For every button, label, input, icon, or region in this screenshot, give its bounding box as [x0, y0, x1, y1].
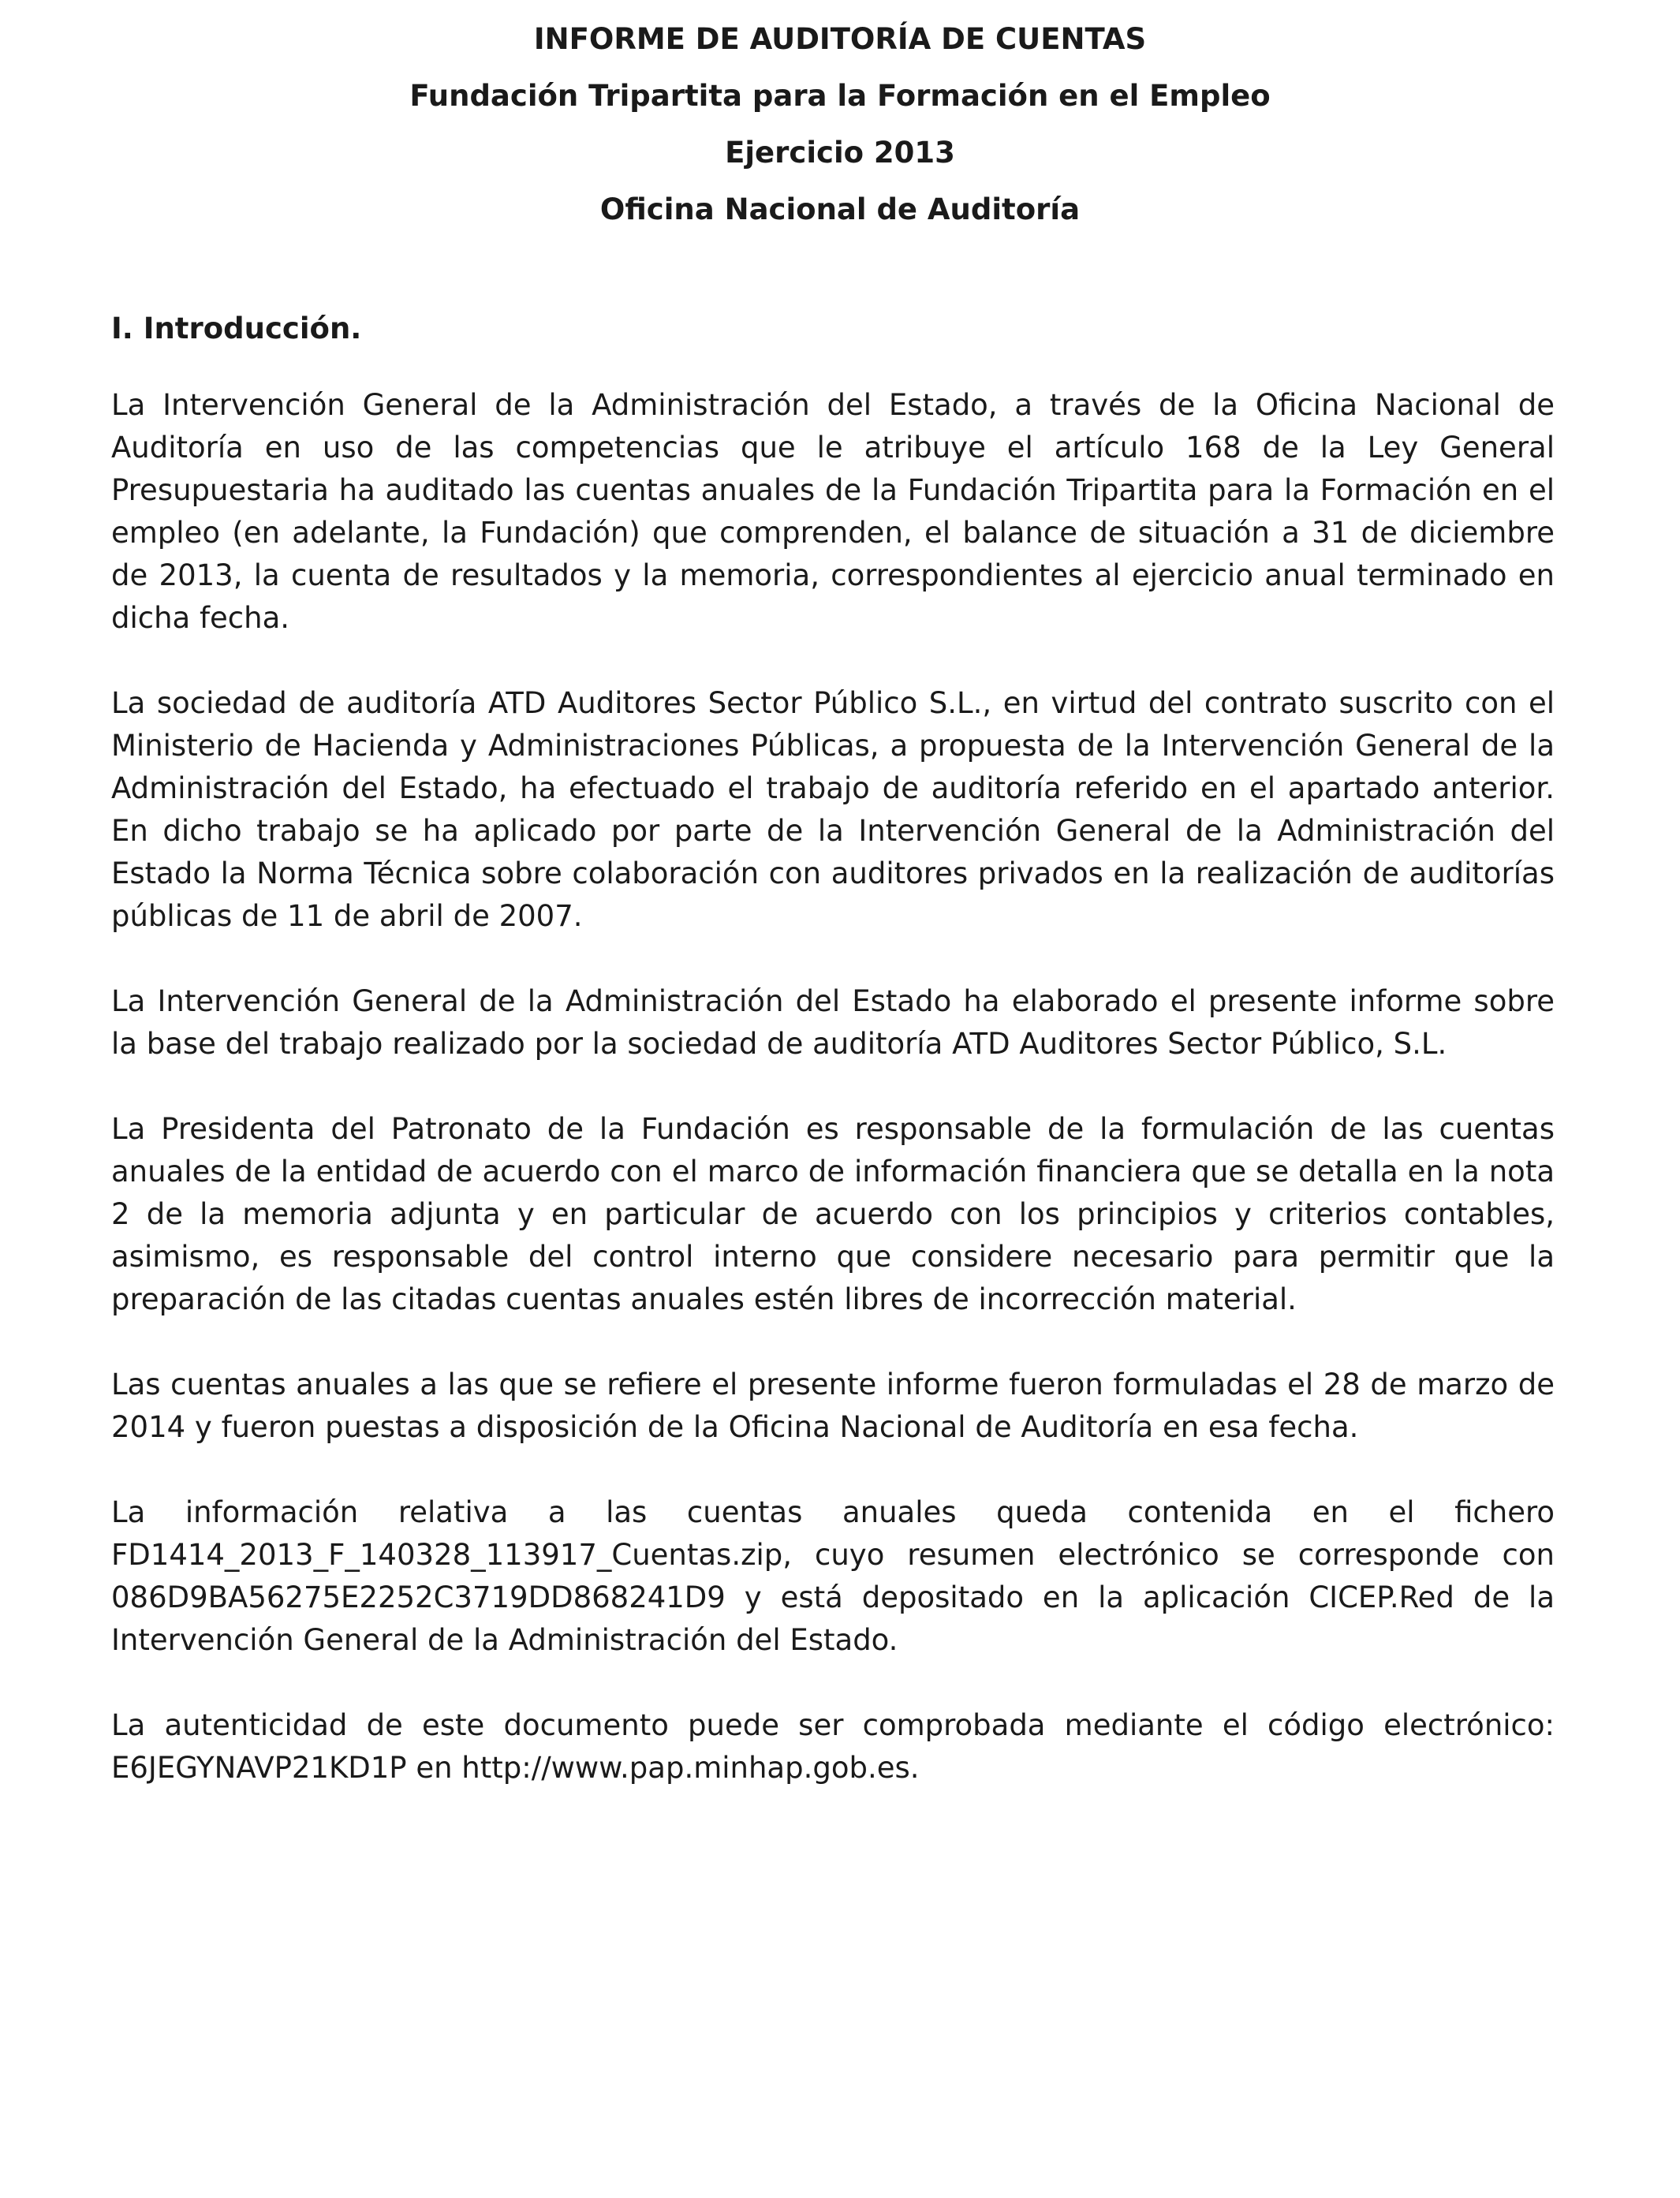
- document-header: [0, 11, 1680, 238]
- paragraph-responsibility: La Presidenta del Patronato de la Fundación es responsable de la formulación de las cuentas anuales de la entidad de acuerdo con el marco de información financiera que se detalla en la nota 2 de la memoria adjunta y en particular de acuerdo con los principios y criterios contables, asimismo, es responsable del control interno que considere necesario para permitir que la preparación de las citadas cuentas anuales estén libres de incorrección material.: [111, 1112, 1555, 1316]
- audit-office: Oficina Nacional de Auditoría: [599, 192, 1081, 226]
- document-body: [111, 308, 1555, 1832]
- paragraph-file-info: La información relativa a las cuentas anuales queda contenida en el fichero FD1414_2013_F_140328_113917_Cuentas.zip, cuyo resumen electrónico se corresponde con 086D9BA56275E2252C3719DD868241D9 y está depositado en la aplicación CICEP.Red de la Intervención General de la Administración del Estado.: [111, 1495, 1555, 1657]
- entity-name: Fundación Tripartita para la Formación en el Empleo: [409, 79, 1271, 113]
- paragraph-report-basis: La Intervención General de la Administración del Estado ha elaborado el presente informe sobre la base del trabajo realizado por la sociedad de auditoría ATD Auditores Sector Público, S.L.: [111, 984, 1555, 1061]
- section-heading: I. Introducción.: [111, 312, 362, 345]
- paragraph-formulation-date: Las cuentas anuales a las que se refiere el presente informe fueron formuladas el 28 de marzo de 2014 y fueron puestas a disposición de la Oficina Nacional de Auditoría en esa fecha.: [111, 1368, 1555, 1444]
- fiscal-year: Ejercicio 2013: [725, 136, 955, 170]
- paragraph-authenticity: La autenticidad de este documento puede ser comprobada mediante el código electrónico: E6JEGYNAVP21KD1P en http://www.pap.minhap.gob.es.: [111, 1708, 1555, 1785]
- paragraph-scope: La Intervención General de la Administración del Estado, a través de la Oficina Nacional de Auditoría en uso de las competencias que le atribuye el artículo 168 de la Ley General Presupuestaria ha auditado las cuentas anuales de la Fundación Tripartita para la Formación en el empleo (en adelante, la Fundación) que comprenden, el balance de situación a 31 de diciembre de 2013, la cuenta de resultados y la memoria, correspondientes al ejercicio anual terminado en dicha fecha.: [111, 388, 1555, 635]
- report-title: INFORME DE AUDITORÍA DE CUENTAS: [533, 22, 1147, 56]
- paragraph-auditor-firm: La sociedad de auditoría ATD Auditores Sector Público S.L., en virtud del contrato suscrito con el Ministerio de Hacienda y Administraciones Públicas, a propuesta de la Intervención General de la Administración del Estado, ha efectuado el trabajo de auditoría referido en el apartado anterior. En dicho trabajo se ha aplicado por parte de la Intervención General de la Administración del Estado la Norma Técnica sobre colaboración con auditores privados en la realización de auditorías públicas de 11 de abril de 2007.: [111, 686, 1555, 933]
